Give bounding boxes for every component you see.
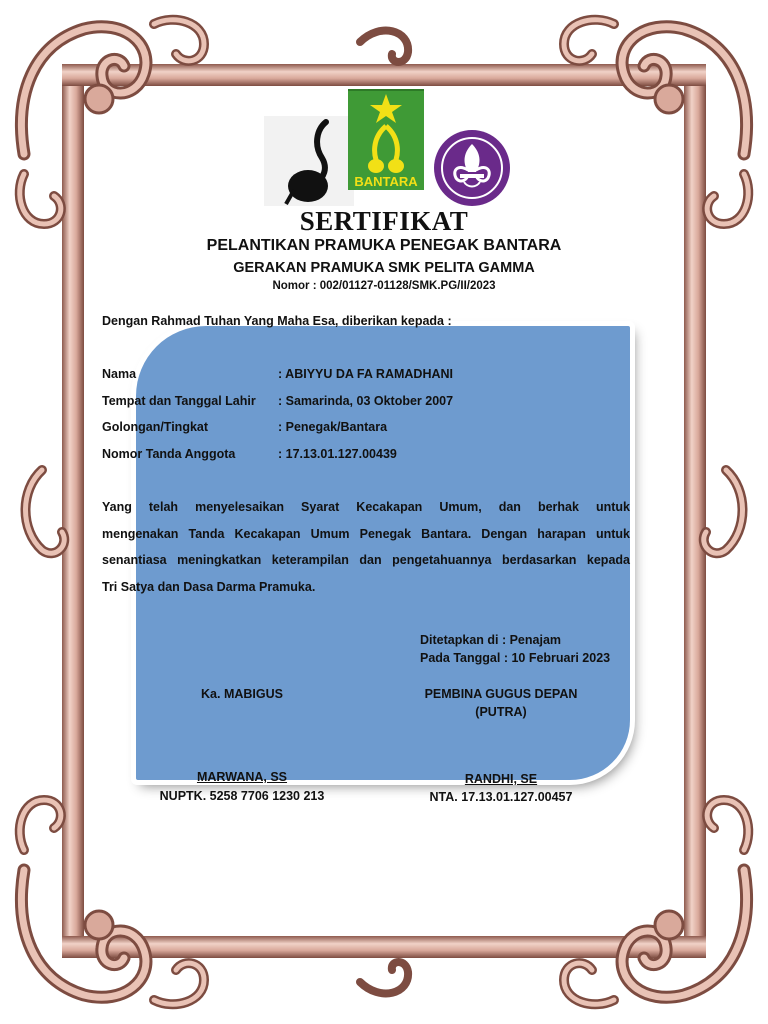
paragraph-line: Tri Satya dan Dasa Darma Pramuka.	[102, 579, 316, 594]
certificate-subtitle: PELANTIKAN PRAMUKA PENEGAK BANTARA	[206, 237, 562, 254]
left-signer-name: MARWANA, SS	[196, 770, 288, 784]
right-signer-id: NTA. 17.13.01.127.00457	[429, 790, 573, 804]
field-value-member-number: : 17.13.01.127.00439	[278, 447, 397, 461]
intro-text: Dengan Rahmad Tuhan Yang Maha Esa, diberikan kepada :	[102, 314, 452, 328]
issued-place: Ditetapkan di : Penajam	[420, 633, 562, 647]
organization-name: GERAKAN PRAMUKA SMK PELITA GAMMA	[233, 260, 535, 276]
field-label-member-number: Nomor Tanda Anggota	[102, 447, 236, 461]
issued-date: Pada Tanggal : 10 Februari 2023	[420, 651, 611, 665]
paragraph-line: senantiasa meningkatkan keterampilan dan pengetahuannya berdasarkan kepada	[102, 553, 630, 567]
logo-row	[264, 86, 516, 208]
field-value-level: : Penegak/Bantara	[278, 420, 388, 434]
paragraph-line: Yang telah menyelesaikan Syarat Kecakapan Umum, dan berhak untuk	[102, 500, 630, 514]
bantara-emblem-icon	[348, 90, 424, 190]
field-value-name: : ABIYYU DA FA RAMADHANI	[278, 367, 453, 381]
certificate-title: SERTIFIKAT	[299, 206, 469, 236]
right-signer-name: RANDHI, SE	[464, 772, 538, 786]
tunas-kelapa-icon	[264, 116, 354, 206]
world-scout-emblem-icon	[434, 130, 510, 206]
certificate-number: Nomor : 002/01127-01128/SMK.PG/II/2023	[272, 280, 496, 292]
certificate-paragraph	[102, 494, 630, 600]
right-signer-role-detail: (PUTRA)	[475, 705, 527, 719]
field-label-name: Nama	[102, 367, 137, 381]
field-label-birth: Tempat dan Tanggal Lahir	[102, 394, 256, 408]
paragraph-line: mengenakan Tanda Kecakapan Umum Penegak Bantara. Dengan harapan untuk	[102, 526, 630, 541]
field-label-level: Golongan/Tingkat	[102, 420, 209, 434]
left-signer-id: NUPTK. 5258 7706 1230 213	[159, 789, 325, 803]
right-signer-role: PEMBINA GUGUS DEPAN	[424, 687, 578, 701]
bantara-logo-text: BANTARA	[354, 174, 418, 189]
field-value-birth: : Samarinda, 03 Oktober 2007	[278, 394, 454, 408]
left-signer-role: Ka. MABIGUS	[201, 687, 283, 701]
